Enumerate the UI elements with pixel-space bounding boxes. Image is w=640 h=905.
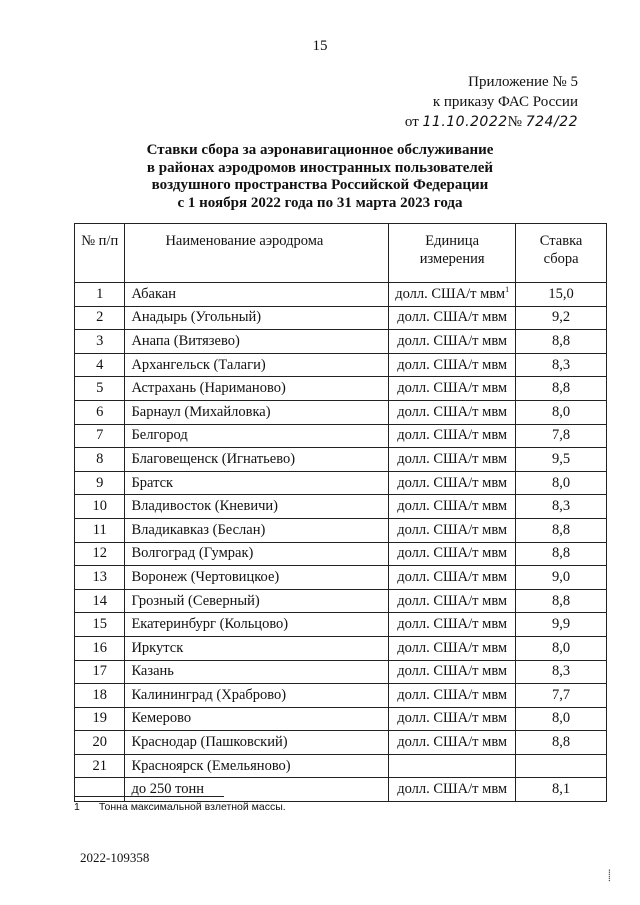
row-number-text: 21	[92, 757, 107, 774]
row-aerodrome-name	[125, 518, 389, 542]
row-rate	[516, 400, 607, 424]
row-number	[75, 754, 125, 778]
row-unit-text: долл. США/т мвм	[397, 521, 508, 538]
row-number	[75, 518, 125, 542]
row-unit	[389, 495, 516, 519]
document-code: 2022-109358	[80, 850, 150, 865]
row-rate-text: 8,8	[552, 521, 571, 538]
row-unit-text: долл. США/т мвм	[397, 616, 508, 633]
row-unit-text: долл. США/т мвм	[397, 309, 508, 326]
table-row	[75, 283, 607, 307]
row-rate	[516, 778, 607, 802]
row-number	[75, 448, 125, 472]
row-aerodrome-name-text: Белгород	[131, 427, 188, 444]
row-unit	[389, 566, 516, 590]
row-unit-text: долл. США/т мвм	[397, 639, 508, 656]
row-number	[75, 542, 125, 566]
row-aerodrome-name-text: Братск	[131, 474, 174, 491]
order-number-sign: №	[507, 114, 522, 130]
table-row	[75, 377, 607, 401]
row-unit-text: долл. США/т мвм	[397, 450, 508, 467]
table-row	[75, 518, 607, 542]
footnote	[74, 801, 286, 813]
row-rate-text: 9,9	[552, 616, 571, 633]
row-rate	[516, 283, 607, 307]
row-aerodrome-name-text: Воронеж (Чертовицкое)	[131, 568, 280, 585]
table-row	[75, 589, 607, 613]
row-unit	[389, 471, 516, 495]
row-rate	[516, 330, 607, 354]
header-rate	[516, 224, 607, 283]
row-rate	[516, 518, 607, 542]
row-unit-text: долл. США/т мвм	[397, 734, 508, 751]
row-unit-text: долл. США/т мвм	[397, 568, 508, 585]
row-aerodrome-name-text: Екатеринбург (Кольцово)	[131, 616, 289, 633]
row-number	[75, 330, 125, 354]
row-aerodrome-name	[125, 660, 389, 684]
row-aerodrome-name	[125, 330, 389, 354]
row-unit	[389, 731, 516, 755]
row-unit	[389, 424, 516, 448]
appendix-line-1: Приложение № 5	[468, 74, 578, 90]
row-rate	[516, 377, 607, 401]
row-aerodrome-name	[125, 495, 389, 519]
row-number	[75, 613, 125, 637]
row-number-text: 14	[92, 592, 107, 609]
row-number-text: 9	[96, 474, 104, 491]
header-rate-line-1: Ставка	[539, 233, 583, 249]
row-rate-text: 8,0	[552, 710, 571, 727]
row-number	[75, 684, 125, 708]
row-number-text: 18	[92, 686, 107, 703]
header-aerodrome-name: Наименование аэродрома	[125, 224, 389, 283]
row-aerodrome-name-text: Краснодар (Пашковский)	[131, 734, 288, 751]
row-unit-text: долл. США/т мвм	[397, 332, 508, 349]
row-aerodrome-name	[125, 613, 389, 637]
row-aerodrome-name-text: Барнаул (Михайловка)	[131, 403, 271, 420]
footnote-divider	[74, 796, 224, 797]
row-number	[75, 495, 125, 519]
rates-table	[74, 223, 607, 802]
row-number-text: 6	[96, 403, 104, 420]
row-unit	[389, 589, 516, 613]
row-rate-text: 9,5	[552, 450, 571, 467]
row-unit	[389, 330, 516, 354]
row-aerodrome-name-text: Благовещенск (Игнатьево)	[131, 450, 296, 467]
row-number	[75, 424, 125, 448]
row-unit-text: долл. США/т мвм	[397, 592, 508, 609]
row-number-text: 7	[96, 427, 104, 444]
table-row	[75, 566, 607, 590]
row-unit	[389, 660, 516, 684]
row-unit	[389, 353, 516, 377]
row-rate-text: 8,8	[552, 734, 571, 751]
row-aerodrome-name	[125, 778, 389, 802]
row-rate-text: 15,0	[548, 285, 574, 302]
row-rate-text: 8,8	[552, 592, 571, 609]
row-rate-text: 8,8	[552, 380, 571, 397]
title-line-4: с 1 ноября 2022 года по 31 марта 2023 года	[177, 194, 463, 211]
title-line-1: Ставки сбора за аэронавигационное обслуживание	[146, 142, 494, 158]
table-row	[75, 613, 607, 637]
row-unit-text: долл. США/т мвм	[397, 781, 508, 798]
row-number-text: 4	[96, 356, 104, 373]
table-row	[75, 424, 607, 448]
row-rate-text: 7,7	[552, 686, 571, 703]
table-row	[75, 330, 607, 354]
row-unit	[389, 283, 516, 307]
footnote-ref: 1	[505, 285, 510, 295]
row-aerodrome-name	[125, 636, 389, 660]
row-number	[75, 283, 125, 307]
row-unit	[389, 754, 516, 778]
row-aerodrome-name	[125, 566, 389, 590]
row-aerodrome-name	[125, 448, 389, 472]
row-aerodrome-name-text: до 250 тонн	[131, 781, 204, 798]
row-unit-text: долл. США/т мвм	[397, 474, 508, 491]
row-rate	[516, 471, 607, 495]
header-unit-line-2: измерения	[419, 251, 485, 267]
appendix-header	[405, 72, 578, 132]
row-aerodrome-name-text: Грозный (Северный)	[131, 592, 260, 609]
table-row	[75, 471, 607, 495]
page-number: 15	[312, 38, 328, 54]
row-aerodrome-name	[125, 754, 389, 778]
title-line-3: воздушного пространства Российской Федерации	[151, 177, 489, 193]
row-rate	[516, 707, 607, 731]
row-aerodrome-name	[125, 684, 389, 708]
row-rate-text: 8,0	[552, 474, 571, 491]
table-row	[75, 306, 607, 330]
row-rate-text: 8,3	[552, 663, 571, 680]
row-unit-text: долл. США/т мвм	[397, 686, 508, 703]
row-unit-text: долл. США/т мвм	[397, 498, 508, 515]
row-number-text: 5	[96, 380, 104, 397]
row-rate	[516, 424, 607, 448]
table-row	[75, 353, 607, 377]
header-unit-line-1: Единица	[425, 233, 480, 249]
row-aerodrome-name	[125, 707, 389, 731]
row-unit	[389, 306, 516, 330]
row-number	[75, 400, 125, 424]
table-row	[75, 754, 607, 778]
row-rate-text: 9,2	[552, 309, 571, 326]
scan-mark: ⸽	[608, 870, 611, 882]
row-rate-text: 8,0	[552, 403, 571, 420]
header-number: № п/п	[75, 224, 125, 283]
row-rate	[516, 448, 607, 472]
row-number-text: 8	[96, 450, 104, 467]
row-rate	[516, 566, 607, 590]
row-rate-text: 8,3	[552, 498, 571, 515]
table-header-row	[75, 224, 607, 283]
row-number	[75, 566, 125, 590]
row-rate-text: 8,0	[552, 639, 571, 656]
footnote-mark: 1	[74, 801, 80, 813]
row-rate	[516, 636, 607, 660]
table-row	[75, 660, 607, 684]
row-rate-text: 7,8	[552, 427, 571, 444]
row-number-text: 12	[92, 545, 107, 562]
row-unit	[389, 707, 516, 731]
title-line-2: в районах аэродромов иностранных пользователей	[146, 159, 494, 176]
row-unit-text: долл. США/т мвм	[397, 710, 508, 727]
date-prefix: от	[404, 114, 419, 130]
row-rate	[516, 684, 607, 708]
row-aerodrome-name	[125, 542, 389, 566]
row-unit	[389, 448, 516, 472]
table-row	[75, 448, 607, 472]
row-rate-text: 8,8	[552, 332, 571, 349]
table-row	[75, 400, 607, 424]
appendix-line-2: к приказу ФАС России	[432, 94, 578, 110]
row-number	[75, 636, 125, 660]
row-aerodrome-name-text: Кемерово	[131, 710, 192, 727]
row-number-text: 15	[92, 616, 107, 633]
header-unit	[389, 224, 516, 283]
row-rate	[516, 660, 607, 684]
row-number	[75, 306, 125, 330]
row-rate	[516, 613, 607, 637]
row-number	[75, 353, 125, 377]
row-aerodrome-name	[125, 400, 389, 424]
row-unit-text: долл. США/т мвм	[397, 356, 508, 373]
row-number	[75, 589, 125, 613]
row-rate	[516, 306, 607, 330]
row-rate	[516, 754, 607, 778]
row-number-text: 17	[92, 663, 107, 680]
row-number	[75, 660, 125, 684]
row-unit	[389, 636, 516, 660]
table-row	[75, 731, 607, 755]
row-aerodrome-name-text: Волгоград (Гумрак)	[131, 545, 254, 562]
row-unit	[389, 400, 516, 424]
row-unit-text: долл. США/т мвм	[397, 380, 508, 397]
row-unit	[389, 542, 516, 566]
row-aerodrome-name-text: Владивосток (Кневичи)	[131, 498, 278, 515]
row-number-text: 20	[92, 734, 107, 751]
row-aerodrome-name	[125, 424, 389, 448]
table-row	[75, 636, 607, 660]
handwritten-order-number: 724/22	[525, 114, 578, 130]
row-aerodrome-name-text: Астрахань (Нариманово)	[131, 380, 286, 397]
table-row	[75, 778, 607, 802]
row-aerodrome-name-text: Владикавказ (Беслан)	[131, 521, 266, 538]
row-aerodrome-name	[125, 471, 389, 495]
row-aerodrome-name	[125, 731, 389, 755]
row-aerodrome-name-text: Казань	[131, 663, 174, 680]
header-rate-line-2: сбора	[543, 251, 579, 267]
row-number-text: 10	[92, 498, 107, 515]
row-rate-text: 8,1	[552, 781, 571, 798]
row-aerodrome-name	[125, 353, 389, 377]
row-unit-text: долл. США/т мвм	[395, 286, 506, 303]
row-unit-text: долл. США/т мвм	[397, 427, 508, 444]
row-aerodrome-name-text: Анадырь (Угольный)	[131, 309, 262, 326]
row-rate-text: 9,0	[552, 568, 571, 585]
row-unit	[389, 518, 516, 542]
row-number	[75, 778, 125, 802]
row-number-text: 11	[92, 521, 107, 538]
row-unit	[389, 684, 516, 708]
row-unit	[389, 613, 516, 637]
row-aerodrome-name	[125, 283, 389, 307]
row-aerodrome-name	[125, 589, 389, 613]
row-number-text: 3	[96, 332, 104, 349]
row-aerodrome-name	[125, 306, 389, 330]
row-rate	[516, 353, 607, 377]
table-row	[75, 542, 607, 566]
row-unit-text: долл. США/т мвм	[397, 403, 508, 420]
row-aerodrome-name-text: Калининград (Храброво)	[131, 686, 287, 703]
row-rate-text: 8,8	[552, 545, 571, 562]
row-number-text: 13	[92, 568, 107, 585]
row-unit-text: долл. США/т мвм	[397, 545, 508, 562]
row-unit	[389, 778, 516, 802]
row-number-text: 16	[92, 639, 107, 656]
row-number	[75, 731, 125, 755]
appendix-line-3	[405, 112, 578, 132]
row-aerodrome-name-text: Абакан	[131, 285, 177, 302]
row-aerodrome-name	[125, 377, 389, 401]
row-unit	[389, 377, 516, 401]
row-aerodrome-name-text: Анапа (Витязево)	[131, 332, 240, 349]
table-row	[75, 684, 607, 708]
row-number	[75, 707, 125, 731]
footnote-text: Тонна максимальной взлетной массы.	[98, 801, 286, 813]
row-rate	[516, 589, 607, 613]
table-row	[75, 707, 607, 731]
row-rate	[516, 731, 607, 755]
row-rate-text: 8,3	[552, 356, 571, 373]
table-row	[75, 495, 607, 519]
row-number-text: 1	[96, 285, 104, 302]
row-unit-text: долл. США/т мвм	[397, 663, 508, 680]
row-number	[75, 471, 125, 495]
row-number	[75, 377, 125, 401]
row-rate	[516, 495, 607, 519]
row-number-text: 2	[96, 309, 104, 326]
document-title	[0, 142, 640, 212]
handwritten-date: 11.10.2022	[422, 114, 508, 130]
row-number-text: 19	[92, 710, 107, 727]
row-aerodrome-name-text: Иркутск	[131, 639, 184, 656]
row-aerodrome-name-text: Красноярск (Емельяново)	[131, 757, 291, 774]
row-aerodrome-name-text: Архангельск (Талаги)	[131, 356, 266, 373]
table-body	[75, 283, 607, 802]
row-rate	[516, 542, 607, 566]
